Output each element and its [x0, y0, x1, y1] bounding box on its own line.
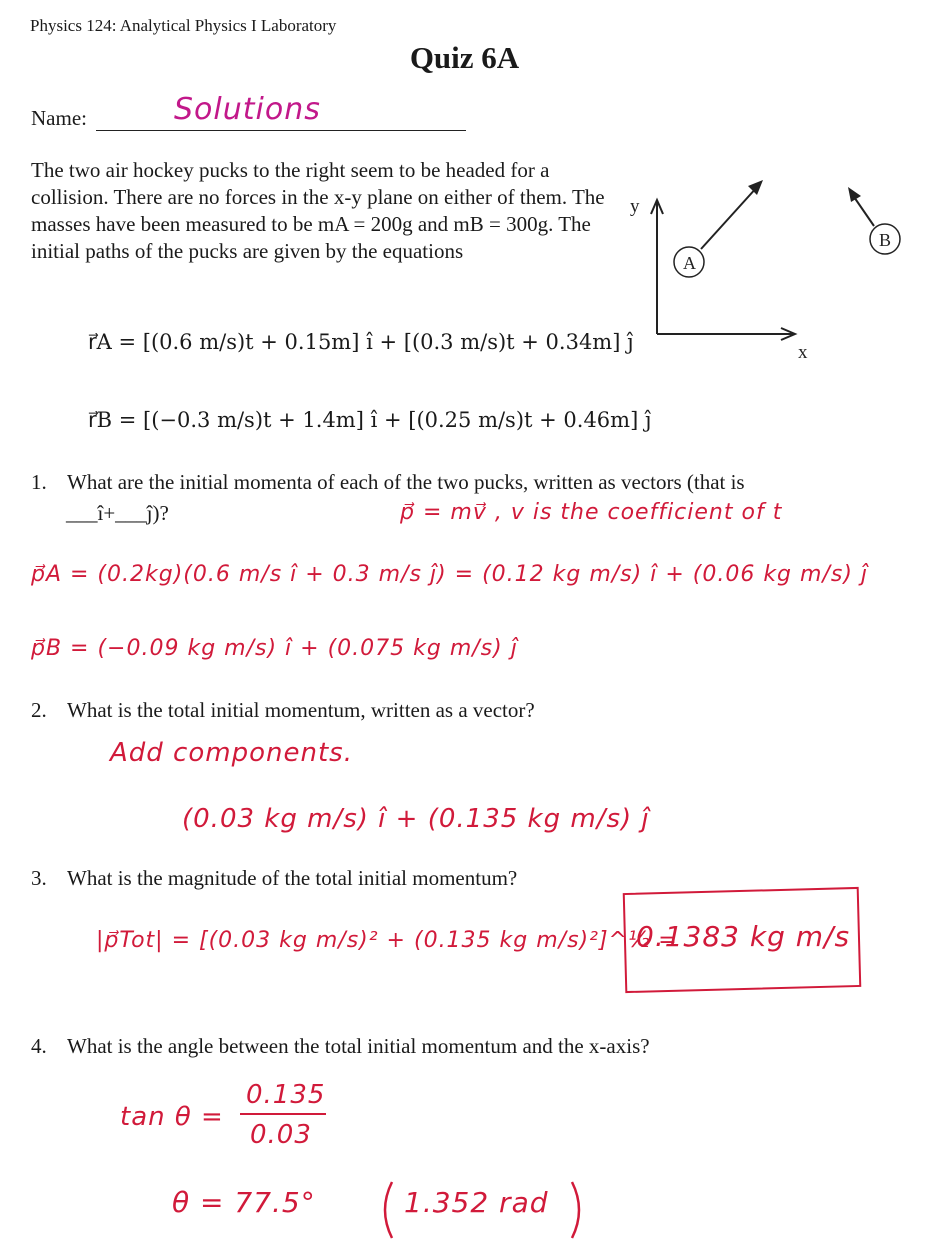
- question-3-work: |p⃗Tot| = [(0.03 kg m/s)² + (0.135 kg m/s)²]^½ =: [96, 928, 678, 953]
- open-paren: [385, 1182, 392, 1238]
- question-1-answer-a: p⃗A = (0.2kg)(0.6 m/s î + 0.3 m/s ĵ) = (0.12 kg m/s) î + (0.06 kg m/s) ĵ: [31, 562, 869, 587]
- question-1-continuation: ___î+___ĵ)?: [66, 501, 169, 525]
- question-1-answer-b: p⃗B = (−0.09 kg m/s) î + (0.075 kg m/s) ĵ: [31, 636, 518, 661]
- y-axis-label: y: [630, 196, 640, 217]
- question-4-numerator: 0.135: [246, 1080, 326, 1110]
- question-2-answer: (0.03 kg m/s) î + (0.135 kg m/s) ĵ: [182, 804, 650, 834]
- equation-rb: r⃗B = [(−0.3 m/s)t + 1.4m] î + [(0.25 m/s)t + 0.46m] ĵ: [88, 408, 652, 432]
- name-label: Name:: [31, 106, 87, 130]
- question-2: [31, 698, 535, 723]
- question-4-fraction-bar: [240, 1113, 326, 1115]
- equation-ra: r⃗A = [(0.6 m/s)t + 0.15m] î + [(0.3 m/s)t + 0.34m] ĵ: [88, 330, 634, 354]
- close-paren: [572, 1182, 579, 1238]
- question-2-text: What is the total initial momentum, written as a vector?: [67, 698, 535, 722]
- page-title: Quiz 6A: [409, 40, 520, 75]
- question-3: [31, 866, 517, 891]
- question-2-note: Add components.: [110, 738, 353, 768]
- intro-paragraph: The two air hockey pucks to the right seem to be headed for a collision. There are no forces in the x-y plane on either of them. The masses have been measured to be mA = 200g and mB = 300g. The initial paths of the pucks are given by the equations: [31, 158, 605, 263]
- puck-a-arrow-icon: [748, 180, 763, 195]
- x-axis-label: x: [798, 342, 808, 363]
- question-4-radians: 1.352 rad: [404, 1186, 549, 1219]
- question-4-text: What is the angle between the total initial momentum and the x-axis?: [67, 1034, 650, 1058]
- question-3-text: What is the magnitude of the total initial momentum?: [67, 866, 518, 890]
- question-1-text: What are the initial momenta of each of the two pucks, written as vectors (that is: [67, 470, 745, 494]
- question-4-number: 4.: [31, 1034, 47, 1058]
- question-4-denominator: 0.03: [250, 1120, 312, 1150]
- question-1-number: 1.: [31, 470, 47, 494]
- puck-diagram: [600, 160, 920, 370]
- course-header: Physics 124: Analytical Physics I Laboratory: [30, 16, 337, 35]
- question-1: [31, 470, 745, 495]
- question-3-number: 3.: [31, 866, 47, 890]
- puck-a-label: A: [683, 253, 696, 273]
- puck-a-velocity: [701, 186, 758, 249]
- name-underline: [96, 130, 466, 131]
- question-3-answer: 0.1383 kg m/s: [636, 920, 851, 953]
- question-2-number: 2.: [31, 698, 47, 722]
- question-4-theta: θ = 77.5°: [172, 1186, 316, 1219]
- question-4: [31, 1034, 650, 1059]
- puck-b-label: B: [879, 230, 892, 250]
- question-4-tan-label: tan θ =: [120, 1102, 224, 1132]
- name-value: Solutions: [174, 92, 321, 127]
- puck-b-arrow-icon: [848, 187, 861, 202]
- question-1-note: p⃗ = mv⃗ , v is the coefficient of t: [400, 500, 783, 525]
